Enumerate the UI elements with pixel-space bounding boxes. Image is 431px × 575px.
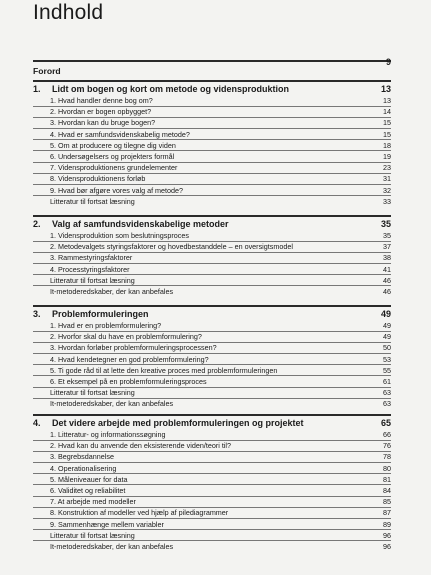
toc-label: 6. Et eksempel på en problemformuleringsproces bbox=[50, 376, 207, 386]
toc-label: 5. Måleniveauer for data bbox=[50, 474, 128, 484]
toc-row bbox=[33, 57, 391, 80]
toc-row bbox=[33, 441, 391, 452]
toc-row bbox=[33, 163, 391, 174]
chapter-heading bbox=[33, 418, 391, 430]
chapter-number: 3. bbox=[33, 308, 41, 319]
toc-page: 81 bbox=[383, 474, 391, 484]
toc-page: 63 bbox=[383, 388, 391, 398]
toc-label: 3. Hvordan forløber problemformuleringsprocessen? bbox=[50, 343, 217, 353]
toc-label: 2. Hvad kan du anvende den eksisterende viden/teori til? bbox=[50, 441, 232, 451]
toc-page: 14 bbox=[383, 107, 391, 117]
toc-label: 4. Hvad kendetegner en god problemformulering? bbox=[50, 354, 209, 364]
toc-row bbox=[33, 388, 391, 399]
toc-row bbox=[33, 474, 391, 485]
toc-label: It-metoderedskaber, der kan anbefales bbox=[50, 286, 174, 296]
toc-row bbox=[33, 497, 391, 508]
toc-label: 9. Hvad bør afgøre vores valg af metode? bbox=[50, 185, 184, 195]
chapter-2 bbox=[33, 215, 391, 297]
toc-page: 63 bbox=[383, 399, 391, 409]
divider bbox=[33, 60, 391, 62]
toc-row bbox=[33, 399, 391, 409]
divider bbox=[33, 414, 391, 416]
toc-page: 78 bbox=[383, 452, 391, 462]
toc-page: 84 bbox=[383, 485, 391, 495]
toc-row bbox=[33, 118, 391, 129]
chapter-1 bbox=[33, 80, 391, 206]
chapter-heading bbox=[33, 309, 391, 321]
toc-row bbox=[33, 321, 391, 332]
toc-page: 49 bbox=[383, 321, 391, 330]
toc-label: 6. Validitet og reliabilitet bbox=[50, 485, 126, 495]
toc-page: 46 bbox=[383, 275, 391, 285]
toc-row bbox=[33, 96, 391, 107]
toc-page: 33 bbox=[383, 196, 391, 206]
toc-page: 85 bbox=[383, 497, 391, 507]
toc-row bbox=[33, 242, 391, 253]
toc-row bbox=[33, 286, 391, 296]
toc-row bbox=[33, 151, 391, 162]
toc-page: 15 bbox=[383, 118, 391, 128]
toc-label: 2. Hvorfor skal du have en problemformulering? bbox=[50, 332, 202, 342]
toc-row bbox=[33, 541, 391, 551]
toc-page: 55 bbox=[383, 365, 391, 375]
toc-page: 46 bbox=[383, 286, 391, 296]
chapter-heading bbox=[33, 84, 391, 96]
chapter-title: Problemformuleringen bbox=[52, 308, 149, 319]
toc-label: It-metoderedskaber, der kan anbefales bbox=[50, 399, 174, 409]
toc-page: 19 bbox=[383, 151, 391, 161]
chapter-4 bbox=[33, 414, 391, 552]
chapter-3 bbox=[33, 305, 391, 409]
toc-row bbox=[33, 332, 391, 343]
toc-label: 8. Konstruktion af modeller ved hjælp af pilediagrammer bbox=[50, 508, 229, 518]
toc-row bbox=[33, 174, 391, 185]
toc-label: 9. Sammenhænge mellem variabler bbox=[50, 519, 164, 529]
toc-page: 96 bbox=[383, 541, 391, 551]
page-title: Indhold bbox=[33, 1, 104, 24]
toc-row bbox=[33, 107, 391, 118]
toc-label: 7. At arbejde med modeller bbox=[50, 497, 136, 507]
toc-page: 87 bbox=[383, 508, 391, 518]
toc-row bbox=[33, 430, 391, 441]
chapter-page: 65 bbox=[380, 417, 391, 428]
toc-label: Litteratur til fortsat læsning bbox=[50, 275, 135, 285]
toc-row bbox=[33, 365, 391, 376]
chapter-title: Lidt om bogen og kort om metode og vidensproduktion bbox=[52, 83, 289, 94]
toc-label: 4. Hvad er samfundsvidenskabelig metode? bbox=[50, 129, 190, 139]
toc-row bbox=[33, 530, 391, 541]
toc-label: 8. Vidensproduktionens forløb bbox=[50, 174, 146, 184]
toc-label: 1. Vidensproduktion som beslutningsproces bbox=[50, 231, 189, 240]
toc-label: 5. Ti gode råd til at lette den kreative proces med problemformuleringen bbox=[50, 365, 278, 375]
forord-entry bbox=[33, 57, 391, 80]
toc-page: 13 bbox=[383, 96, 391, 105]
toc-row bbox=[33, 129, 391, 140]
toc-label: It-metoderedskaber, der kan anbefales bbox=[50, 541, 174, 551]
chapter-heading bbox=[33, 219, 391, 231]
toc-label: 2. Metodevalgets styringsfaktorer og hovedbestanddele – en oversigtsmodel bbox=[50, 242, 293, 252]
divider bbox=[33, 215, 391, 217]
toc-row bbox=[33, 463, 391, 474]
toc-label: 2. Hvordan er bogen opbygget? bbox=[50, 107, 152, 117]
toc-row bbox=[33, 354, 391, 365]
chapter-number: 2. bbox=[33, 218, 41, 229]
toc-label: 6. Undersøgelsers og projekters formål bbox=[50, 151, 175, 161]
toc-label: Litteratur til fortsat læsning bbox=[50, 196, 135, 206]
toc-row bbox=[33, 253, 391, 264]
toc-row bbox=[33, 343, 391, 354]
toc-page: 53 bbox=[383, 354, 391, 364]
toc-row bbox=[33, 140, 391, 151]
toc-label: Litteratur til fortsat læsning bbox=[50, 530, 135, 540]
chapter-page: 13 bbox=[380, 83, 391, 94]
toc-page: 35 bbox=[383, 231, 391, 240]
toc-page: 76 bbox=[383, 441, 391, 451]
toc-label: 1. Hvad handler denne bog om? bbox=[50, 96, 153, 105]
toc-row bbox=[33, 452, 391, 463]
toc-page: 80 bbox=[383, 463, 391, 473]
toc-label: 1. Litteratur- og informationssøgning bbox=[50, 430, 166, 439]
chapter-page: 49 bbox=[380, 308, 391, 319]
toc-page: 89 bbox=[383, 519, 391, 529]
toc-page: 18 bbox=[383, 140, 391, 150]
toc-page: 32 bbox=[383, 185, 391, 195]
toc-row bbox=[33, 508, 391, 519]
toc-page: 50 bbox=[383, 343, 391, 353]
toc-page: 23 bbox=[383, 163, 391, 173]
toc-row bbox=[33, 376, 391, 387]
toc-row bbox=[33, 485, 391, 496]
toc-label: 1. Hvad er en problemformulering? bbox=[50, 321, 162, 330]
toc-page: 41 bbox=[383, 264, 391, 274]
toc-label: Litteratur til fortsat læsning bbox=[50, 388, 135, 398]
toc-row bbox=[33, 264, 391, 275]
toc-row bbox=[33, 196, 391, 206]
chapter-title: Det videre arbejde med problemformuleringen og projektet bbox=[52, 417, 304, 428]
toc-label: 3. Begrebsdannelse bbox=[50, 452, 114, 462]
toc-label: 5. Om at producere og tilegne dig viden bbox=[50, 140, 176, 150]
toc-page: 31 bbox=[383, 174, 391, 184]
toc-label: 4. Processtyringsfaktorer bbox=[50, 264, 130, 274]
toc-page: 49 bbox=[383, 332, 391, 342]
toc-row bbox=[33, 519, 391, 530]
chapter-page: 35 bbox=[380, 218, 391, 229]
toc-label: 3. Hvordan kan du bruge bogen? bbox=[50, 118, 156, 128]
toc-page: 96 bbox=[383, 530, 391, 540]
chapter-number: 1. bbox=[33, 83, 41, 94]
toc-label: 3. Rammestyringsfaktorer bbox=[50, 253, 133, 263]
chapter-number: 4. bbox=[33, 417, 41, 428]
chapter-title: Valg af samfundsvidenskabelige metoder bbox=[52, 218, 229, 229]
toc-page: 66 bbox=[383, 430, 391, 439]
forord-label: Forord bbox=[33, 66, 61, 76]
divider bbox=[33, 80, 391, 82]
toc-page: 38 bbox=[383, 253, 391, 263]
toc-page: 61 bbox=[383, 376, 391, 386]
forord-page: 9 bbox=[385, 57, 391, 67]
toc-page: 15 bbox=[383, 129, 391, 139]
divider bbox=[33, 305, 391, 307]
toc-label: 7. Vidensproduktionens grundelementer bbox=[50, 163, 178, 173]
toc-row bbox=[33, 231, 391, 242]
toc-row bbox=[33, 185, 391, 196]
toc-page: 37 bbox=[383, 242, 391, 252]
toc-row bbox=[33, 275, 391, 286]
toc-label: 4. Operationalisering bbox=[50, 463, 117, 473]
